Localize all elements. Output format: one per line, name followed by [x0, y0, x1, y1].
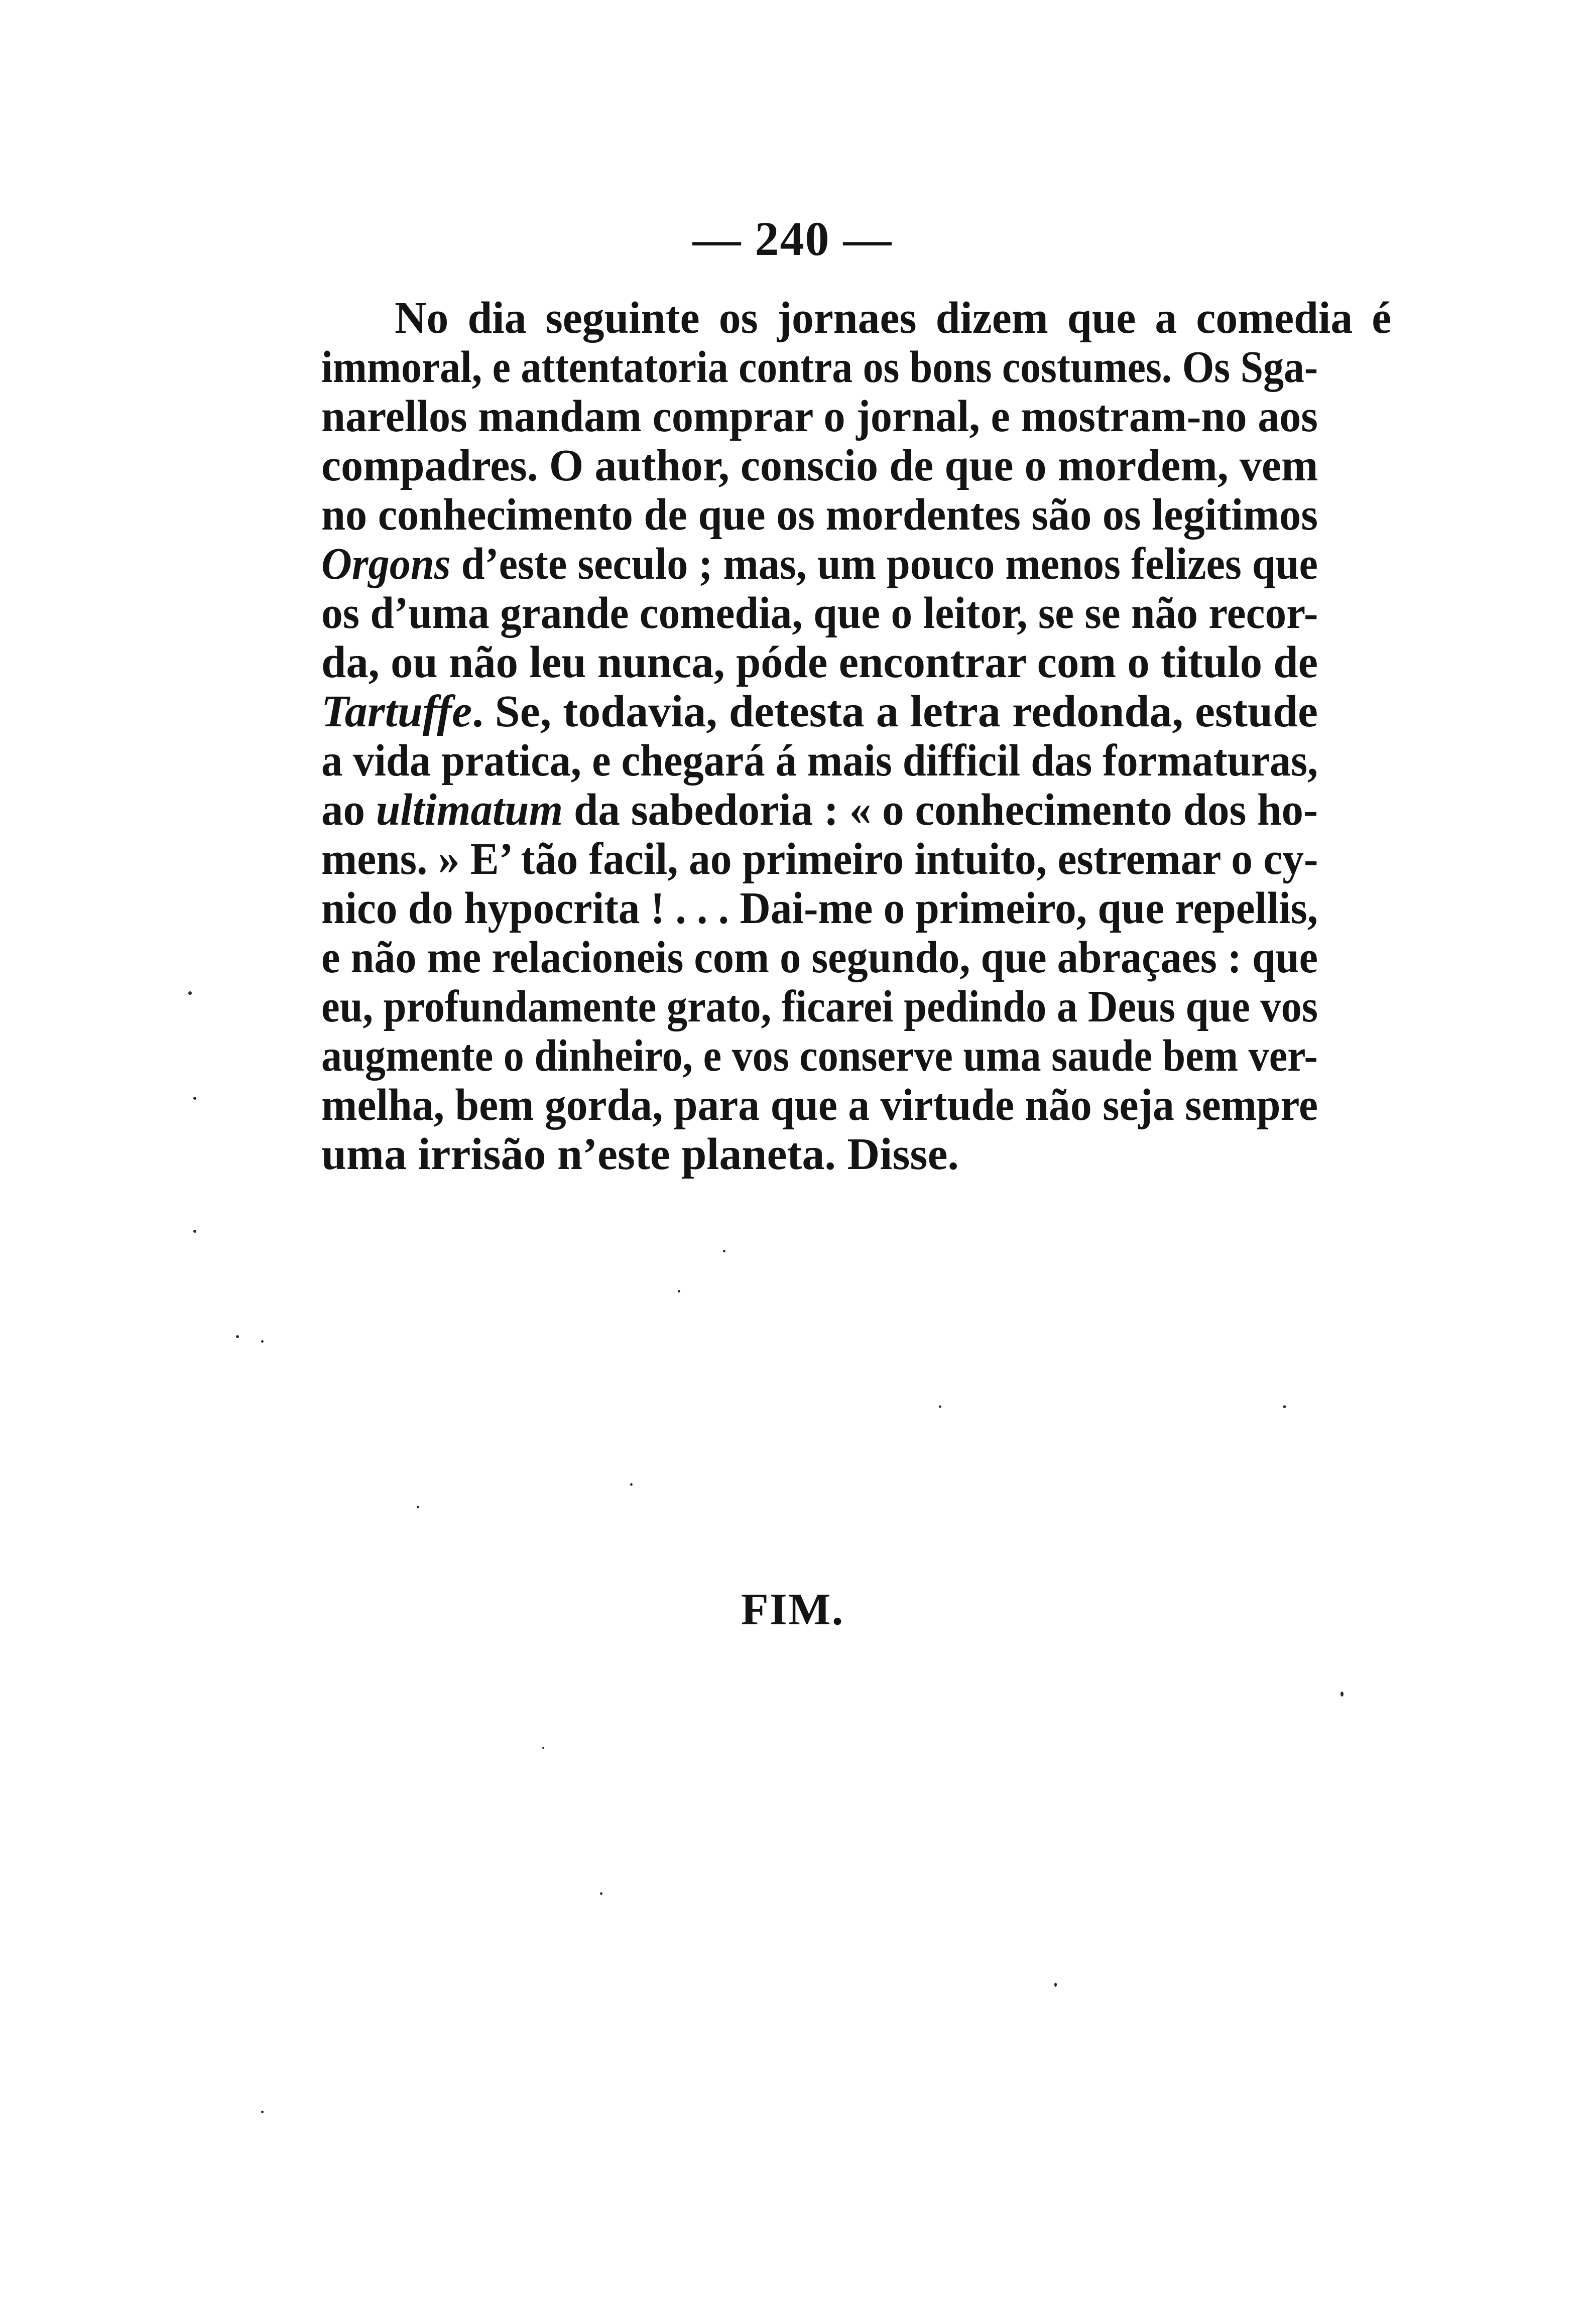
- print-speck: [1340, 1692, 1344, 1697]
- print-speck: [630, 1483, 633, 1486]
- text-line: ao ultimatum da sabedoria : « o conhecimento dos ho-: [321, 785, 1318, 835]
- text-line: nico do hypocrita ! . . . Dai-me o primeiro, que repellis,: [321, 883, 1318, 933]
- italic-title-tartuffe: Tartuffe: [321, 687, 472, 736]
- print-speck: [193, 1230, 196, 1233]
- text-line: Orgons d’este seculo ; mas, um pouco menos felizes que: [321, 539, 1318, 589]
- text-line: no conhecimento de que os mordentes são os legitimos: [321, 490, 1318, 540]
- print-speck: [542, 1747, 544, 1749]
- italic-title-orgons: Orgons: [321, 539, 451, 589]
- text-line: e não me relacioneis com o segundo, que abraçaes : que: [321, 933, 1318, 982]
- text-line: narellos mandam comprar o jornal, e mostram-no aos: [321, 392, 1318, 441]
- print-speck: [417, 1506, 419, 1508]
- text-line: da, ou não leu nunca, póde encontrar com o titulo de: [321, 637, 1318, 687]
- body-paragraph: [321, 293, 1392, 1179]
- text-line: compadres. O author, conscio de que o mordem, vem: [321, 441, 1318, 490]
- print-speck: [678, 1290, 680, 1293]
- text-line: eu, profundamente grato, ficarei pedindo a Deus que vos: [321, 982, 1318, 1031]
- text-line: No dia seguinte os jornaes dizem que a comedia é: [395, 293, 1392, 343]
- text-line: Tartuffe. Se, todavia, detesta a letra redonda, estude: [321, 687, 1318, 736]
- italic-word-ultimatum: ultimatum: [376, 785, 563, 835]
- text-line: melha, bem gorda, para que a virtude não seja sempre: [321, 1080, 1318, 1130]
- text-line: a vida pratica, e chegará á mais difficil das formaturas,: [321, 736, 1318, 786]
- print-speck: [723, 1250, 725, 1252]
- print-speck: [236, 1335, 239, 1338]
- text-line-last: uma irrisão n’este planeta. Disse.: [321, 1129, 959, 1179]
- text-line: os d’uma grande comedia, que o leitor, se se não recor-: [321, 588, 1318, 638]
- print-speck: [193, 1097, 196, 1100]
- text-line: mens. » E’ tão facil, ao primeiro intuito, estremar o cy-: [321, 834, 1318, 884]
- print-speck: [188, 991, 192, 995]
- print-speck: [261, 1340, 264, 1343]
- print-speck: [1283, 1405, 1286, 1408]
- text-line: immoral, e attentatoria contra os bons costumes. Os Sga-: [321, 342, 1318, 392]
- print-speck: [261, 2111, 264, 2113]
- end-mark: FIM.: [741, 1585, 844, 1634]
- text-line: augmente o dinheiro, e vos conserve uma saude bem ver-: [321, 1031, 1318, 1081]
- page-number: — 240 —: [692, 212, 893, 266]
- print-speck: [939, 1405, 941, 1408]
- print-speck: [1054, 1983, 1057, 1987]
- print-speck: [600, 1892, 602, 1895]
